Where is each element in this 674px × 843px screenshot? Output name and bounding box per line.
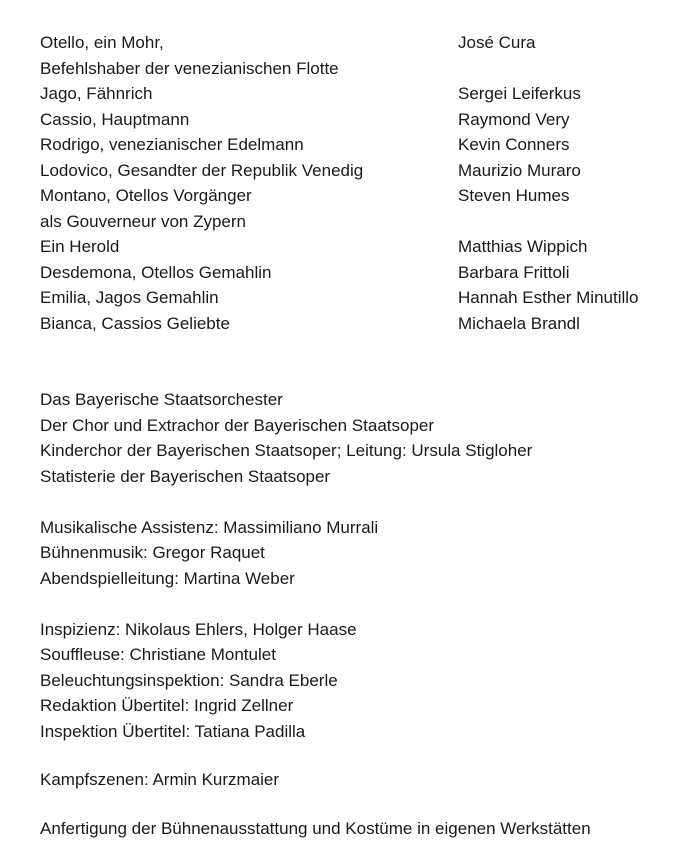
cast-row <box>40 234 670 260</box>
workshops-block <box>40 816 670 842</box>
credit-line: Souffleuse: Christiane Montulet <box>40 645 276 664</box>
cast-row <box>40 132 670 158</box>
role-name: Montano, Otellos Vorgänger <box>40 186 252 205</box>
credit-line: Inspektion Übertitel: Tatiana Padilla <box>40 721 306 741</box>
role-name: Jago, Fähnrich <box>40 84 153 103</box>
ensemble-line: Statisterie der Bayerischen Staatsoper <box>40 466 331 486</box>
cast-row <box>40 260 670 286</box>
workshops-credit: Anfertigung der Bühnenausstattung und Kostüme in eigenen Werkstätten <box>40 818 591 838</box>
cast-row <box>40 81 670 107</box>
cast-row <box>40 311 670 337</box>
cast-row <box>40 183 670 209</box>
fights-block <box>40 767 670 793</box>
credit-line: Redaktion Übertitel: Ingrid Zellner <box>40 696 294 715</box>
role-name: Rodrigo, venezianischer Edelmann <box>40 135 304 154</box>
role-name: Emilia, Jagos Gemahlin <box>40 288 219 307</box>
singer-name: Maurizio Muraro <box>458 160 581 180</box>
singer-name: Sergei Leiferkus <box>458 84 581 103</box>
ensemble-line: Kinderchor der Bayerischen Staatsoper; Leitung: Ursula Stigloher <box>40 441 533 460</box>
singer-name: Hannah Esther Minutillo <box>458 288 639 307</box>
role-name: Befehlshaber der venezianischen Flotte <box>40 58 339 78</box>
credit-line: Musikalische Assistenz: Massimiliano Murrali <box>40 517 379 537</box>
ensemble-line: Der Chor und Extrachor der Bayerischen Staatsoper <box>40 415 435 435</box>
singer-name: Barbara Frittoli <box>458 262 570 282</box>
role-name: Otello, ein Mohr, <box>40 33 164 52</box>
role-name: Bianca, Cassios Geliebte <box>40 313 230 333</box>
section-spacer <box>40 591 670 617</box>
assistants-block <box>40 515 670 592</box>
singer-name: Kevin Conners <box>458 135 570 154</box>
cast-table <box>40 30 670 336</box>
role-name: Cassio, Hauptmann <box>40 109 190 129</box>
cast-row <box>40 107 670 133</box>
singer-name: Michaela Brandl <box>458 313 580 333</box>
section-spacer <box>40 336 670 387</box>
singer-name: José Cura <box>458 33 536 52</box>
credit-line: Beleuchtungsinspektion: Sandra Eberle <box>40 670 338 690</box>
role-name: Lodovico, Gesandter der Republik Venedig <box>40 160 364 180</box>
section-spacer <box>40 489 670 515</box>
section-spacer <box>40 793 670 816</box>
cast-row <box>40 209 670 235</box>
role-name: Ein Herold <box>40 237 120 256</box>
cast-list-page <box>40 30 670 841</box>
singer-name: Matthias Wippich <box>458 237 588 256</box>
section-spacer <box>40 744 670 767</box>
credit-line: Bühnenmusik: Gregor Raquet <box>40 543 265 562</box>
role-name: als Gouverneur von Zypern <box>40 211 246 231</box>
fight-scenes-credit: Kampfszenen: Armin Kurzmaier <box>40 770 280 789</box>
staff-block <box>40 617 670 745</box>
cast-row <box>40 285 670 311</box>
credit-line: Abendspielleitung: Martina Weber <box>40 568 295 588</box>
role-name: Desdemona, Otellos Gemahlin <box>40 262 272 282</box>
ensembles-block <box>40 387 670 489</box>
cast-row <box>40 30 670 56</box>
cast-row <box>40 158 670 184</box>
singer-name: Raymond Very <box>458 109 570 129</box>
ensemble-line: Das Bayerische Staatsorchester <box>40 390 283 409</box>
credit-line: Inspizienz: Nikolaus Ehlers, Holger Haase <box>40 619 357 639</box>
cast-row <box>40 56 670 82</box>
singer-name: Steven Humes <box>458 186 570 205</box>
